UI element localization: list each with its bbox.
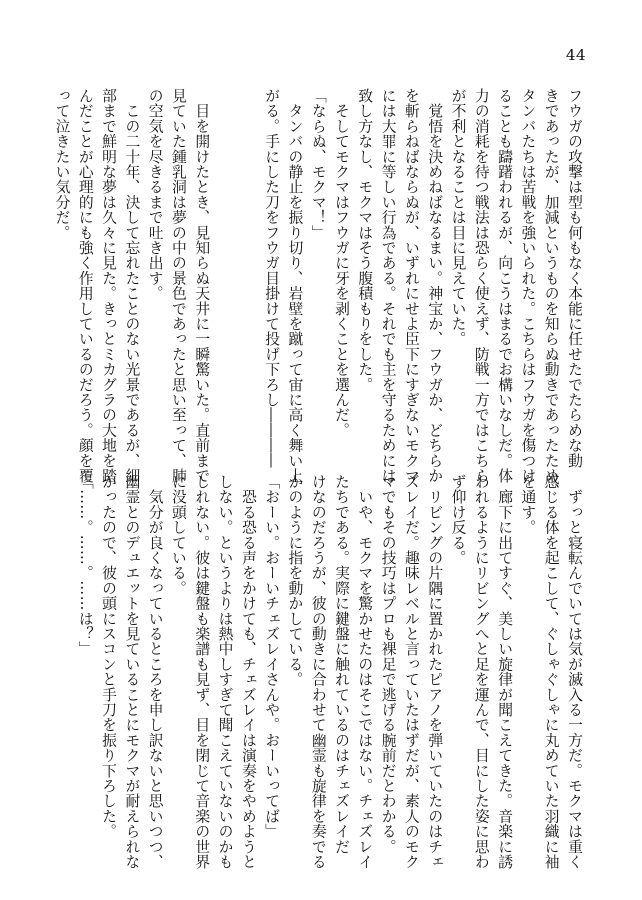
text-line: が不利となることは目に見えていた。 [449, 88, 467, 347]
text-line: たちである。実際に鍵盤に触れているのはチェズレイだ [333, 474, 351, 854]
text-line: 「ならぬ、モクマ！」 [309, 88, 327, 240]
text-line: 部まで鮮明な夢は久々に見た。きっとミカグラの大地を踏 [100, 88, 118, 484]
text-line: 覚悟を決めねばなるまい。神宝か、フウガか、どちらか [426, 88, 444, 484]
text-line: かのように指を動かしている。 [286, 474, 304, 687]
text-line: かったので、彼の頭にスコンと手刀を振り下ろした。 [100, 474, 118, 839]
text-line: 恐る恐る声をかけても、チェズレイは演奏をやめようと [239, 474, 257, 870]
text-line: 「……。……。……は？」 [76, 474, 94, 657]
text-line: 致し方なし、モクマはそう腹積もりをした。 [356, 88, 374, 392]
text-line: には大罪に等しい行為である。それでも主を守るためには [379, 88, 397, 484]
bottom-text-block [73, 474, 586, 870]
text-line: タンバたちは苦戦を強いられた。こちらはフウガを傷つけ [519, 88, 537, 484]
text-line: に没頭している。 [169, 474, 187, 596]
page-number: 44 [565, 46, 586, 64]
text-line: ズレイだ。趣味レベルと言っていたはずだが、素人のモク [402, 474, 420, 870]
text-line: タンバの静止を振り切り、岩壁を蹴って宙に高く舞い上 [286, 88, 304, 484]
text-line: きであったが、加減というものを知らぬ動きであったため、 [542, 88, 560, 499]
text-line: 廊下に出てすぐ、美しい旋律が聞こえてきた。音楽に誘 [496, 474, 514, 870]
text-line: われるようにリビングへと足を運んで、目にした姿に思わ [472, 474, 490, 870]
top-text-block [50, 88, 586, 499]
text-line: フウガの攻撃は型も何もなく本能に任せたでたらめな動 [566, 88, 583, 468]
text-line: 見ていた鍾乳洞は夢の中の景色であったと思い至って、肺 [169, 88, 187, 484]
text-line: がる。手にした刀をフウガ目掛けて投げ下ろし―――― [263, 88, 281, 468]
text-line: けなのだろうが、彼の動きに合わせて幽霊も旋律を奏でる [309, 474, 327, 870]
text-line: そしてモクマはフウガに牙を剥くことを選んだ。 [333, 88, 351, 438]
text-line: 幽霊とのデュエットを見ていることにモクマが耐えられな [123, 474, 141, 870]
text-line: の空気を尽きるまで吐き出す。 [146, 88, 164, 301]
text-line: しれない。彼は鍵盤も楽譜も見ず、目を閉じて音楽の世界 [193, 474, 211, 870]
text-line: 感じる体を起こして、ぐしゃぐしゃに丸めていた羽織に袖 [542, 474, 560, 870]
text-line: ることも躊躇われるが、向こうはまるでお構いなしだ。体 [496, 88, 514, 484]
text-line: を通す。 [519, 474, 537, 535]
text-line: 力の消耗を待つ戦法は恐らく使えず、防戦一方ではこちら [472, 88, 490, 484]
text-line: しない。というよりは熱中しすぎて聞こえていないのかも [216, 474, 234, 870]
text-line: 目を開けたとき、見知らぬ天井に一瞬驚いた。直前まで [193, 88, 211, 484]
text-line: ずっと寝転んでいては気が滅入る一方だ。モクマは重く [566, 474, 583, 870]
text-line: ず仰け反る。 [449, 474, 467, 566]
text-line: リビングの片隅に置かれたピアノを弾いていたのはチェ [426, 474, 444, 870]
text-line: いや、モクマを驚かせたのはそこではない。チェズレイ [356, 474, 374, 870]
text-line: んだことが心理的にも強く作用しているのだろう。顔を覆 [76, 88, 94, 484]
text-line: この二十年、決して忘れたことのない光景であるが、細 [123, 88, 141, 484]
text-line: 気分が良くなっているところを申し訳ないと思いつつ、 [146, 474, 164, 870]
text-line: を斬らねばならぬが、いずれにせよ臣下にすぎないモクマ [402, 88, 420, 484]
text-line: マでもその技巧はプロも裸足で逃げる腕前だとわかる。 [379, 474, 397, 854]
text-line: 「おーい。おーいチェズレイさんや。おーいってば」 [263, 474, 281, 839]
text-line: って泣きたい気分だ。 [53, 88, 71, 240]
